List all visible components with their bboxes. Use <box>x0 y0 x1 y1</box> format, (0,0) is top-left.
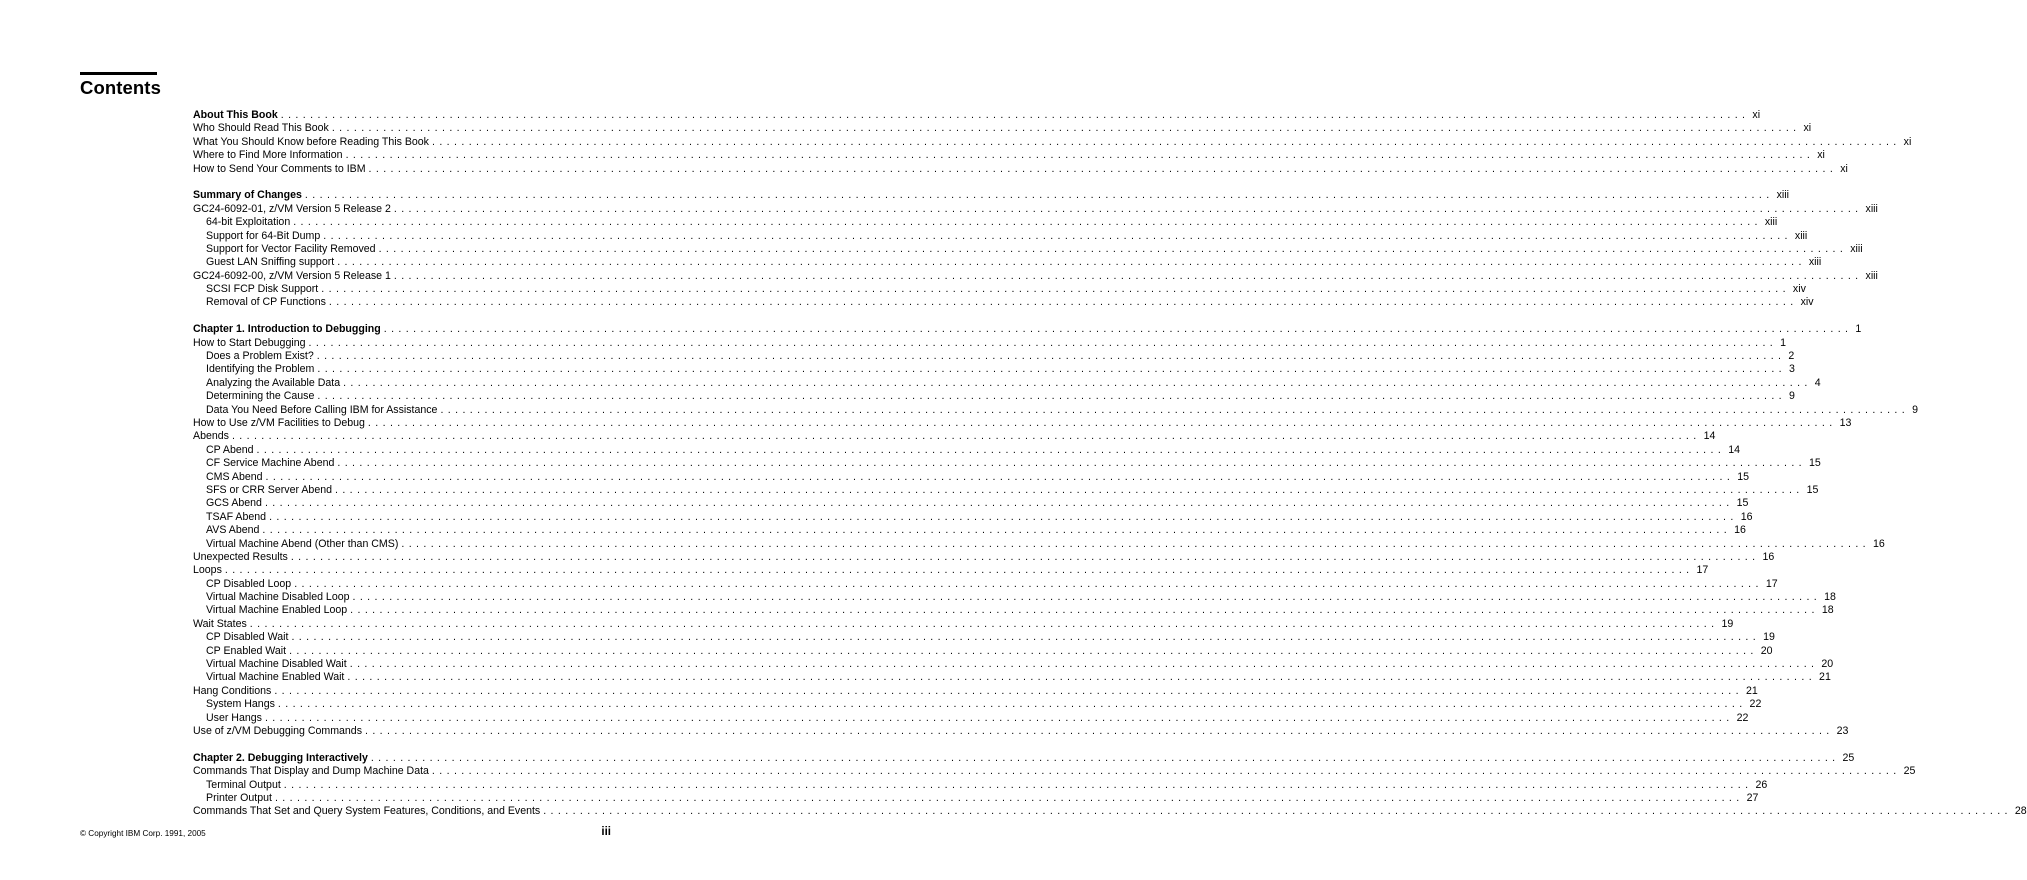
toc-entry-title: Printer Output <box>206 791 272 804</box>
toc-dot-leader: ........................................................................................................................................................................................................ <box>440 403 1910 416</box>
toc-dot-leader: ........................................................................................................................................................................................................ <box>304 189 1774 202</box>
toc-entry-title: Summary of Changes <box>193 189 302 202</box>
toc-dot-leader: ........................................................................................................................................................................................................ <box>294 577 1763 590</box>
toc-entry-page: 26 <box>1755 778 1768 791</box>
toc-entry-page: 9 <box>1912 403 1918 416</box>
toc-dot-leader: ........................................................................................................................................................................................................ <box>317 390 1787 403</box>
toc-entry-title: 64-bit Exploitation <box>206 216 291 229</box>
toc-entry[interactable] <box>193 202 1878 216</box>
toc-entry-page: xi <box>1803 122 1812 135</box>
toc-entry[interactable] <box>193 591 1836 604</box>
toc-entry-title: Terminal Output <box>206 778 281 791</box>
toc-dot-leader: ........................................................................................................................................................................................................ <box>331 122 1801 135</box>
toc-entry-page: 25 <box>1842 751 1855 764</box>
toc-entry-title: User Hangs <box>206 711 262 724</box>
toc-entry-title: How to Send Your Comments to IBM <box>193 162 366 175</box>
title-rule <box>80 72 157 75</box>
toc-entry-title: System Hangs <box>206 698 275 711</box>
toc-heading-entry[interactable] <box>193 109 1761 122</box>
toc-entry-title: CF Service Machine Abend <box>206 457 335 470</box>
toc-dot-leader: ........................................................................................................................................................................................................ <box>365 724 1834 737</box>
toc-entry[interactable] <box>193 443 1740 457</box>
toc-entry-page: 15 <box>1736 497 1749 510</box>
toc-entry-title: AVS Abend <box>206 524 260 537</box>
toc-dot-leader: ........................................................................................................................................................................................................ <box>337 457 1807 470</box>
toc-entry-title: Where to Find More Information <box>193 149 343 162</box>
toc-entry[interactable] <box>193 149 1825 162</box>
toc-dot-leader: ........................................................................................................................................................................................................ <box>256 443 1726 456</box>
toc-entry-page: xi <box>1903 135 1912 148</box>
toc-dot-leader: ........................................................................................................................................................................................................ <box>274 684 1743 697</box>
toc-entry[interactable] <box>193 510 1753 524</box>
toc-entry[interactable] <box>193 671 1831 684</box>
toc-entry[interactable] <box>193 363 1795 376</box>
toc-entry-page: xiii <box>1794 229 1808 242</box>
toc-dot-leader: ........................................................................................................................................................................................................ <box>308 336 1778 349</box>
toc-entry-page: 16 <box>1740 510 1753 523</box>
toc-entry-title: Guest LAN Sniffing support <box>206 256 335 269</box>
toc-heading-entry[interactable] <box>193 323 1862 336</box>
toc-entry-page: 25 <box>1903 765 1916 778</box>
toc-dot-leader: ........................................................................................................................................................................................................ <box>378 242 1848 255</box>
toc-entry-title: Support for 64-Bit Dump <box>206 229 321 242</box>
toc-entry-title: CP Disabled Wait <box>206 631 289 644</box>
toc-entry-page: 16 <box>1873 537 1885 550</box>
toc-entry-title: Hang Conditions <box>193 684 272 697</box>
toc-dot-leader: ........................................................................................................................................................................................................ <box>383 323 1853 336</box>
toc-entry-title: Use of z/VM Debugging Commands <box>193 724 362 737</box>
toc-dot-leader: ........................................................................................................................................................................................................ <box>274 791 1744 804</box>
toc-dot-leader: ........................................................................................................................................................................................................ <box>249 617 1719 630</box>
toc-entry-page: 21 <box>1819 671 1831 684</box>
toc-entry-title: Virtual Machine Enabled Loop <box>206 604 348 617</box>
toc-entry-page: 14 <box>1728 443 1740 456</box>
toc-entry-title: Who Should Read This Book <box>193 122 329 135</box>
toc-entry-title: Virtual Machine Enabled Wait <box>206 671 345 684</box>
toc-entry[interactable] <box>193 483 1819 497</box>
toc-entry-page: 16 <box>1762 550 1775 563</box>
toc-dot-leader: ........................................................................................................................................................................................................ <box>368 162 1838 175</box>
toc-dot-leader: ........................................................................................................................................................................................................ <box>264 497 1734 510</box>
toc-spacer <box>193 176 612 189</box>
toc-entry[interactable] <box>193 162 1848 176</box>
footer-page-number: iii <box>601 826 611 838</box>
toc-dot-leader: ........................................................................................................................................................................................................ <box>345 149 1815 162</box>
toc-entry[interactable] <box>193 470 1749 484</box>
toc-entry-page: 9 <box>1789 390 1795 403</box>
toc-entry-page: xi <box>1817 149 1825 162</box>
toc-entry-title: CMS Abend <box>206 470 263 483</box>
toc-entry[interactable] <box>193 457 1821 470</box>
toc-entry[interactable] <box>193 336 1787 350</box>
toc-entry[interactable] <box>193 791 1759 805</box>
toc-entry-title: TSAF Abend <box>206 510 267 523</box>
toc-entry-page: 1 <box>1855 323 1862 336</box>
toc-entry-title: GC24-6092-01, z/VM Version 5 Release 2 <box>193 202 391 215</box>
toc-entry[interactable] <box>193 550 1775 564</box>
table-of-contents <box>193 109 2027 819</box>
toc-entry-title: SCSI FCP Disk Support <box>206 283 319 296</box>
toc-entry-title: Virtual Machine Disabled Wait <box>206 658 347 671</box>
toc-entry-page: xiii <box>1776 189 1789 202</box>
toc-entry[interactable] <box>193 564 1709 577</box>
toc-entry-title: Analyzing the Available Data <box>206 376 341 389</box>
toc-entry[interactable] <box>193 644 1773 658</box>
toc-dot-leader: ........................................................................................................................................................................................................ <box>293 216 1762 229</box>
toc-entry-title: Chapter 1. Introduction to Debugging <box>193 323 381 336</box>
toc-entry[interactable] <box>193 577 1778 591</box>
toc-dot-leader: ........................................................................................................................................................................................................ <box>328 296 1798 309</box>
toc-dot-leader: ........................................................................................................................................................................................................ <box>337 256 1806 269</box>
toc-entry-title: CP Abend <box>206 443 254 456</box>
toc-dot-leader: ........................................................................................................................................................................................................ <box>431 135 1901 148</box>
toc-dot-leader: ........................................................................................................................................................................................................ <box>352 591 1822 604</box>
toc-spacer <box>193 738 612 751</box>
toc-entry-title: Determining the Cause <box>206 390 315 403</box>
toc-dot-leader: ........................................................................................................................................................................................................ <box>280 109 1750 121</box>
toc-entry-page: 20 <box>1760 644 1773 657</box>
toc-entry[interactable] <box>193 122 1812 135</box>
toc-entry[interactable] <box>193 283 1806 296</box>
toc-entry-page: 21 <box>1745 684 1758 697</box>
toc-dot-leader: ........................................................................................................................................................................................................ <box>277 698 1747 711</box>
toc-entry[interactable] <box>193 229 1808 243</box>
toc-dot-leader: ........................................................................................................................................................................................................ <box>289 644 1758 657</box>
toc-dot-leader: ........................................................................................................................................................................................................ <box>367 416 1837 429</box>
toc-dot-leader: ........................................................................................................................................................................................................ <box>401 537 1871 550</box>
toc-entry-title: Wait States <box>193 617 247 630</box>
toc-dot-leader: ........................................................................................................................................................................................................ <box>543 805 2012 818</box>
toc-entry-title: Unexpected Results <box>193 550 288 563</box>
toc-entry-page: 4 <box>1814 376 1821 389</box>
toc-entry[interactable] <box>193 684 1758 698</box>
toc-entry[interactable] <box>193 524 1746 537</box>
toc-dot-leader: ........................................................................................................................................................................................................ <box>349 658 1819 671</box>
toc-entry[interactable] <box>193 711 1749 725</box>
toc-dot-leader: ........................................................................................................................................................................................................ <box>231 430 1701 443</box>
toc-dot-leader: ........................................................................................................................................................................................................ <box>335 483 1804 496</box>
toc-heading-entry[interactable] <box>193 189 1789 202</box>
toc-dot-leader: ........................................................................................................................................................................................................ <box>264 711 1734 724</box>
toc-entry[interactable] <box>193 698 1762 711</box>
toc-entry[interactable] <box>193 604 1834 617</box>
toc-entry-title: Virtual Machine Disabled Loop <box>206 591 350 604</box>
toc-entry-title: How to Use z/VM Facilities to Debug <box>193 416 365 429</box>
toc-entry-page: 19 <box>1763 631 1775 644</box>
toc-entry[interactable] <box>193 778 1768 792</box>
toc-entry-page: 15 <box>1809 457 1821 470</box>
toc-entry-title: Does a Problem Exist? <box>206 350 314 363</box>
toc-entry-page: 27 <box>1746 791 1759 804</box>
toc-entry-page: 16 <box>1734 524 1746 537</box>
toc-entry[interactable] <box>193 537 1885 551</box>
toc-entry-page: 22 <box>1736 711 1749 724</box>
toc-entry[interactable] <box>193 403 1918 417</box>
page-title: Contents <box>80 77 161 98</box>
toc-entry[interactable] <box>193 617 1734 631</box>
toc-entry-title: Commands That Set and Query System Features, Conditions, and Events <box>193 805 541 818</box>
toc-entry[interactable] <box>193 269 1878 283</box>
toc-dot-leader: ........................................................................................................................................................................................................ <box>316 350 1786 363</box>
toc-entry-page: xiii <box>1808 256 1822 269</box>
toc-entry-page: xi <box>1840 162 1848 175</box>
toc-entry-title: Commands That Display and Dump Machine Data <box>193 765 429 778</box>
toc-entry[interactable] <box>193 390 1795 403</box>
toc-entry-page: 18 <box>1821 604 1834 617</box>
toc-entry-title: SFS or CRR Server Abend <box>206 483 332 496</box>
footer-copyright: © Copyright IBM Corp. 1991, 2005 <box>80 829 206 838</box>
toc-entry-title: Data You Need Before Calling IBM for Assistance <box>206 403 438 416</box>
toc-entry[interactable] <box>193 135 1912 149</box>
toc-entry-page: 17 <box>1765 577 1778 590</box>
toc-dot-leader: ........................................................................................................................................................................................................ <box>283 778 1753 791</box>
toc-entry-title: Identifying the Problem <box>206 363 315 376</box>
toc-entry-page: xiv <box>1792 283 1806 296</box>
toc-entry[interactable] <box>193 765 1916 778</box>
toc-entry[interactable] <box>193 416 1852 430</box>
toc-heading-entry[interactable] <box>193 751 1855 765</box>
toc-entry-title: About This Book <box>193 109 278 121</box>
toc-entry[interactable] <box>193 497 1749 510</box>
toc-entry-page: xiv <box>1800 296 1814 309</box>
toc-entry-title: Chapter 2. Debugging Interactively <box>193 751 368 764</box>
toc-entry-page: 28 <box>2014 805 2027 818</box>
toc-entry[interactable] <box>193 350 1795 363</box>
toc-entry-page: 19 <box>1721 617 1734 630</box>
toc-entry-page: 1 <box>1780 336 1787 349</box>
toc-dot-leader: ........................................................................................................................................................................................................ <box>431 765 1901 778</box>
toc-entry-page: 13 <box>1839 416 1852 429</box>
toc-entry-page: xi <box>1752 109 1761 121</box>
toc-entry-page: xiii <box>1850 242 1863 255</box>
toc-dot-leader: ........................................................................................................................................................................................................ <box>224 564 1694 577</box>
toc-dot-leader: ........................................................................................................................................................................................................ <box>291 631 1761 644</box>
toc-dot-leader: ........................................................................................................................................................................................................ <box>393 202 1863 215</box>
toc-entry-page: 20 <box>1821 658 1834 671</box>
toc-entry[interactable] <box>193 376 1821 390</box>
toc-entry-title: CP Disabled Loop <box>206 577 292 590</box>
toc-dot-leader: ........................................................................................................................................................................................................ <box>323 229 1792 242</box>
toc-entry-page: 3 <box>1789 363 1795 376</box>
toc-dot-leader: ........................................................................................................................................................................................................ <box>317 363 1787 376</box>
toc-entry-page: 14 <box>1703 430 1716 443</box>
toc-entry-page: 18 <box>1824 591 1836 604</box>
toc-dot-leader: ........................................................................................................................................................................................................ <box>343 376 1812 389</box>
toc-dot-leader: ........................................................................................................................................................................................................ <box>321 283 1790 296</box>
toc-entry-page: 17 <box>1696 564 1709 577</box>
toc-entry[interactable] <box>193 242 1863 256</box>
toc-entry[interactable] <box>193 631 1775 644</box>
toc-entry-page: xiii <box>1865 202 1878 215</box>
toc-dot-leader: ........................................................................................................................................................................................................ <box>393 269 1863 282</box>
toc-entry[interactable] <box>193 256 1822 269</box>
toc-entry-page: xiii <box>1764 216 1778 229</box>
toc-entry-title: GCS Abend <box>206 497 262 510</box>
toc-entry-title: What You Should Know before Reading This Book <box>193 135 429 148</box>
toc-dot-leader: ........................................................................................................................................................................................................ <box>350 604 1819 617</box>
toc-entry[interactable] <box>193 805 2027 818</box>
toc-spacer <box>193 310 612 323</box>
toc-dot-leader: ........................................................................................................................................................................................................ <box>265 470 1735 483</box>
toc-dot-leader: ........................................................................................................................................................................................................ <box>370 751 1840 764</box>
toc-entry-page: 2 <box>1788 350 1795 363</box>
toc-entry-title: Removal of CP Functions <box>206 296 326 309</box>
toc-entry-title: Abends <box>193 430 229 443</box>
toc-entry-page: 22 <box>1749 698 1762 711</box>
toc-entry[interactable] <box>193 724 1849 738</box>
toc-entry-title: GC24-6092-00, z/VM Version 5 Release 1 <box>193 269 391 282</box>
toc-entry-title: CP Enabled Wait <box>206 644 287 657</box>
toc-entry-page: 15 <box>1737 470 1749 483</box>
toc-entry-title: Support for Vector Facility Removed <box>206 242 376 255</box>
toc-dot-leader: ........................................................................................................................................................................................................ <box>262 524 1732 537</box>
toc-entry[interactable] <box>193 296 1814 309</box>
toc-dot-leader: ........................................................................................................................................................................................................ <box>347 671 1817 684</box>
toc-entry-page: xiii <box>1865 269 1878 282</box>
toc-entry-title: Virtual Machine Abend (Other than CMS) <box>206 537 399 550</box>
toc-dot-leader: ........................................................................................................................................................................................................ <box>290 550 1760 563</box>
toc-entry[interactable] <box>193 216 1778 229</box>
toc-entry-page: 23 <box>1836 724 1849 737</box>
toc-entry[interactable] <box>193 430 1716 443</box>
toc-entry-title: Loops <box>193 564 222 577</box>
toc-entry-page: 15 <box>1806 483 1819 496</box>
toc-entry[interactable] <box>193 658 1834 671</box>
toc-dot-leader: ........................................................................................................................................................................................................ <box>269 510 1738 523</box>
toc-entry-title: How to Start Debugging <box>193 336 306 349</box>
